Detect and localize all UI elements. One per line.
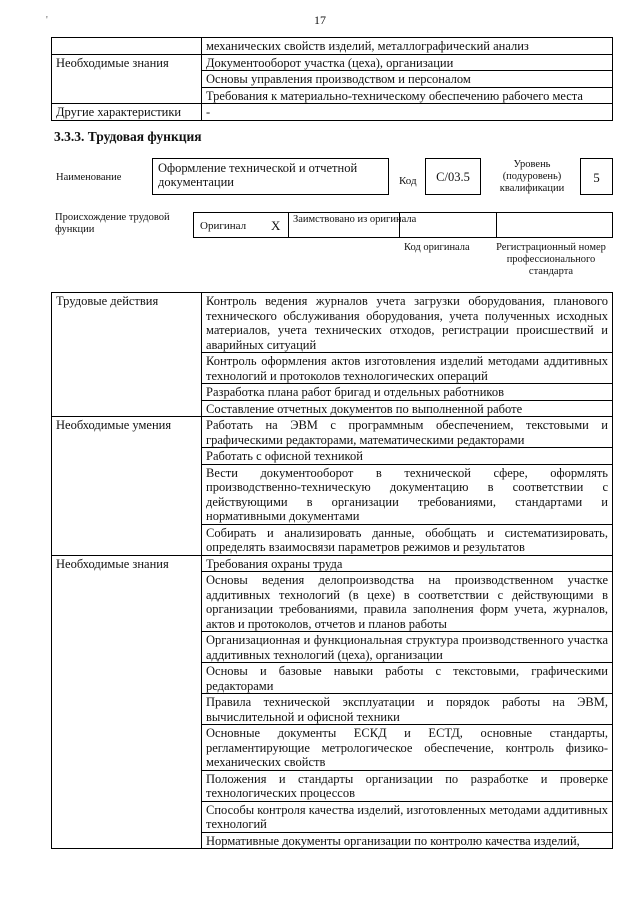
table-row (52, 54, 613, 71)
requirement-item: Собирать и анализировать данные, обобщать и систематизировать, определять взаимосвязи параметров режимов и результатов (202, 524, 613, 555)
function-name-field: Оформление технической и отчетной документации (152, 158, 389, 195)
requirement-item: Способы контроля качества изделий, изготовленных методами аддитивных технологий (202, 801, 613, 832)
row-category-label: Необходимые умения (52, 417, 202, 556)
original-cell (193, 212, 288, 238)
requirement-item: Основы и базовые навыки работы с текстовыми, графическими редакторами (202, 663, 613, 694)
requirement-item: Организационная и функциональная структура производственного участка аддитивных технологий (цеха), организации (202, 632, 613, 663)
requirement-item: Составление отчетных документов по выполненной работе (202, 400, 613, 417)
row-category-label: Необходимые знания (52, 54, 202, 104)
table-row (52, 293, 613, 353)
table-row (52, 38, 613, 55)
function-details-table (51, 292, 613, 849)
requirement-item: Требования к материально-техническому обеспечению рабочего места (202, 87, 613, 104)
requirement-item: Положения и стандарты организации по разработке и проверке технологических процессов (202, 770, 613, 801)
origin-label: Происхождение трудовой функции (55, 212, 170, 235)
table-row (52, 555, 613, 572)
level-field: 5 (580, 158, 613, 195)
reg-number-label: Регистрационный номер профессионального стандарта (496, 242, 606, 277)
cell-divider (399, 213, 400, 237)
code-label: Код (399, 175, 417, 187)
borrowed-label: Заимствовано из оригинала (293, 214, 417, 225)
page-number: 17 (314, 13, 326, 27)
level-label: Уровень (подуровень) квалификации (499, 159, 565, 194)
row-category-label: Трудовые действия (52, 293, 202, 417)
origin-row (193, 212, 613, 238)
table-row (52, 417, 613, 448)
row-category-label: Необходимые знания (52, 555, 202, 849)
requirement-item: Работать с офисной техникой (202, 448, 613, 465)
requirement-item: Работать на ЭВМ с программным обеспечением, текстовыми и графическими редакторами, математическими редакторами (202, 417, 613, 448)
requirement-item: Основы управления производством и персоналом (202, 71, 613, 88)
requirement-item: механических свойств изделий, металлографический анализ (202, 38, 613, 55)
requirement-item: Разработка плана работ бригад и отдельных работников (202, 384, 613, 401)
function-code-field: C/03.5 (425, 158, 481, 195)
borrowed-cell (288, 212, 496, 238)
table-row (52, 104, 613, 121)
row-category-label: Другие характеристики (52, 104, 202, 121)
requirement-item: - (202, 104, 613, 121)
original-label: Оригинал (200, 220, 247, 232)
requirement-item: Контроль ведения журналов учета загрузки оборудования, планового технического обслуживания оборудования, учета полученных исходных материалов, учета технических отходов, регистрации происшествий и аварийных ситуаций (202, 293, 613, 353)
top-requirements-table (51, 37, 613, 121)
requirement-item: Требования охраны труда (202, 555, 613, 572)
requirement-item: Основы ведения делопроизводства на производственном участке аддитивных технологий (в цехе) в соответствии с действующими в организации требованиями, правила заполнения форм учета, журналов, актов и протоколов, отчетов и планов работы (202, 572, 613, 632)
requirement-item: Нормативные документы организации по контролю качества изделий, (202, 832, 613, 849)
requirement-item: Вести документооборот в технической сфере, оформлять производственно-техническую документацию в соответствии с действующими в организации требованиями, стандартами и нормативными документами (202, 464, 613, 524)
requirement-item: Основные документы ЕСКД и ЕСТД, основные стандарты, регламентирующие метрологическое обеспечение, контроль физико-механических свойств (202, 725, 613, 771)
requirement-item: Правила технической эксплуатации и порядок работы на ЭВМ, вычислительной и офисной техники (202, 694, 613, 725)
requirement-item: Документооборот участка (цеха), организации (202, 54, 613, 71)
origin-code-label: Код оригинала (404, 242, 470, 253)
section-title: 3.3.3. Трудовая функция (54, 129, 202, 144)
reg-number-cell (496, 212, 613, 238)
corner-mark: ' (46, 15, 48, 26)
row-category-label (52, 38, 202, 55)
requirement-item: Контроль оформления актов изготовления изделий методами аддитивных технологий и протоколов технологических операций (202, 353, 613, 384)
name-label: Наименование (56, 172, 122, 183)
original-mark: X (271, 218, 281, 233)
